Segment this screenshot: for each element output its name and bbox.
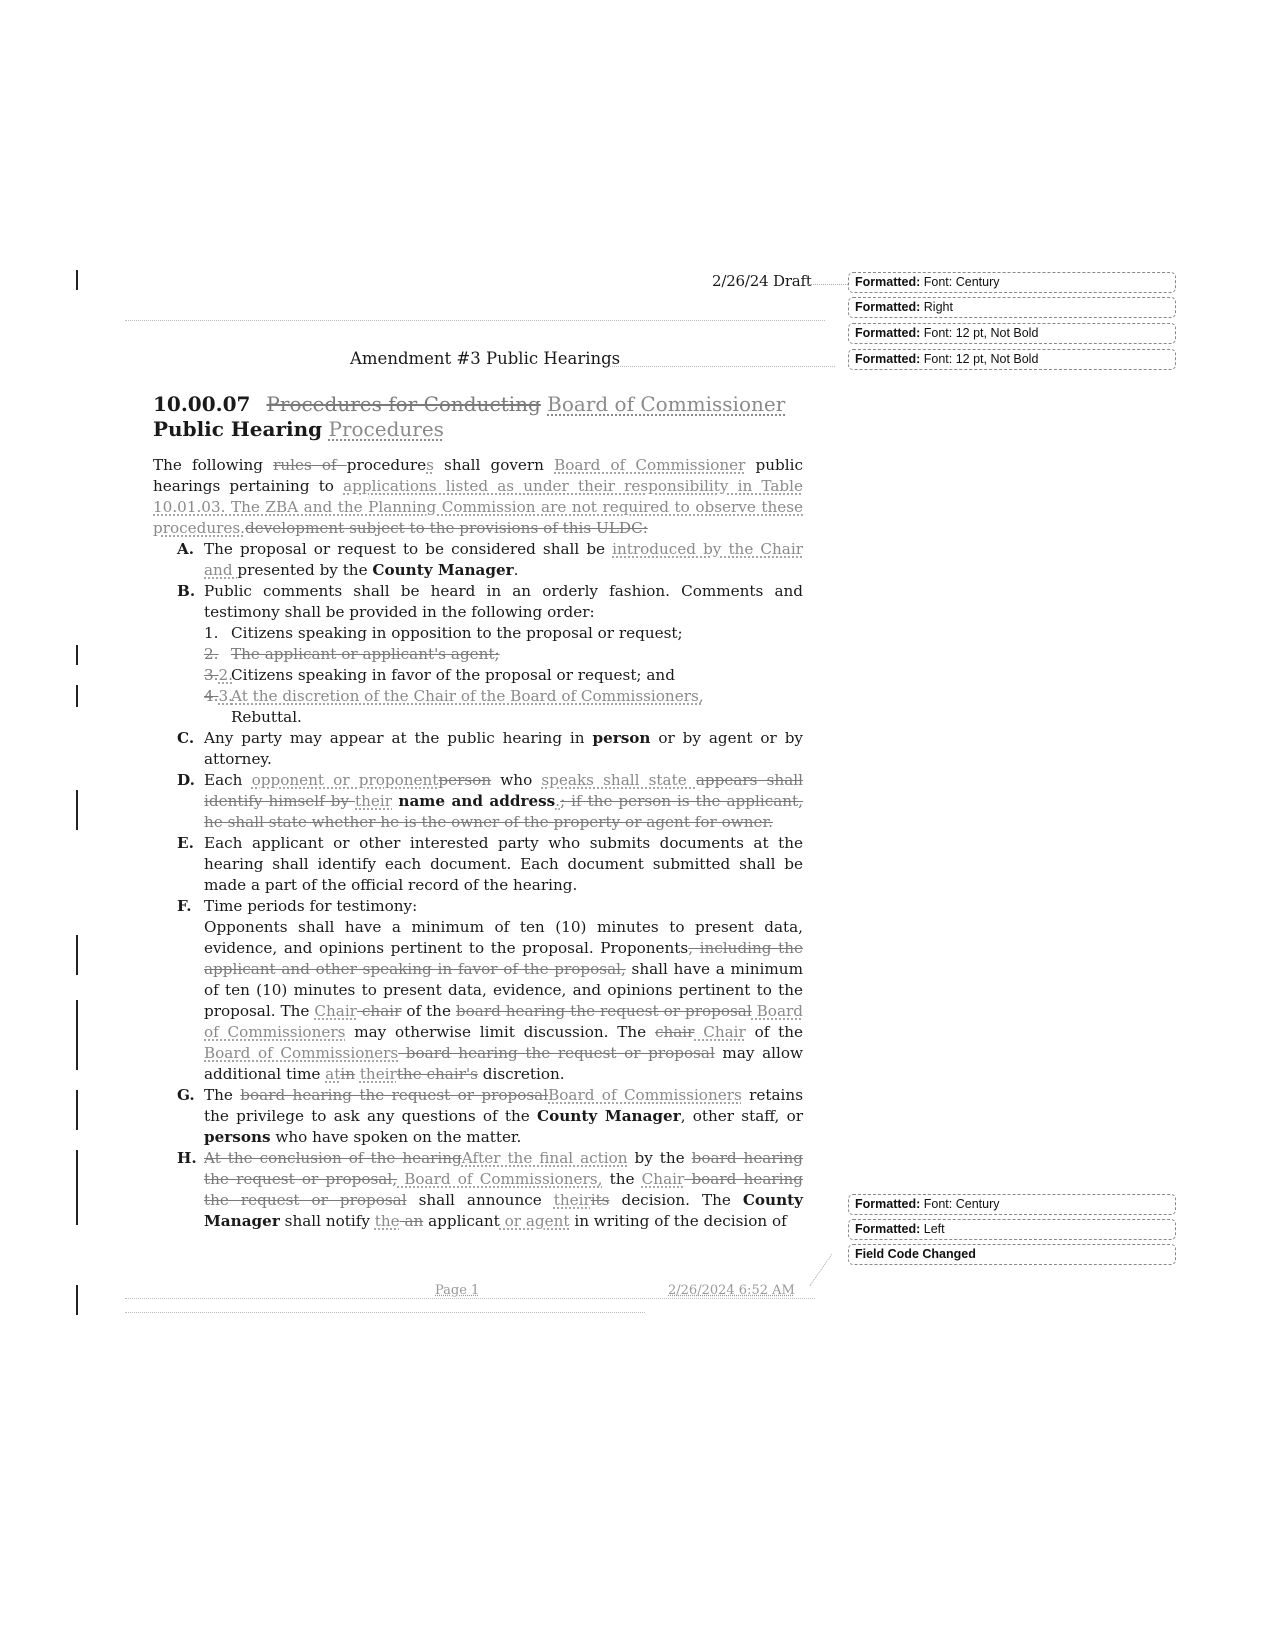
- bold-text: name and address: [392, 792, 556, 810]
- inserted-text: at: [325, 1065, 341, 1083]
- footer-page-number: Page 1: [435, 1283, 480, 1298]
- deleted-label: 2.: [204, 645, 219, 663]
- deleted-label: 4.: [204, 687, 219, 705]
- item-label: F.: [177, 897, 192, 915]
- sub-item-1: [153, 623, 803, 644]
- deleted-text: the chair's: [396, 1065, 478, 1083]
- deleted-text: The applicant or applicant's agent;: [231, 645, 500, 663]
- text: Citizens speaking in favor of the proposal or request; and: [231, 666, 675, 684]
- inserted-text: At the discretion of the Chair of the Board of Commissioners,: [231, 687, 704, 705]
- balloon-key: Formatted:: [855, 352, 921, 366]
- intro-paragraph: [153, 455, 803, 539]
- text: shall announce: [406, 1191, 554, 1209]
- deleted-text: , including the applicant and other speaking in favor of the proposal,: [204, 939, 803, 978]
- list-item-e: [153, 833, 803, 896]
- balloon-value: Font: 12 pt, Not Bold: [923, 352, 1039, 366]
- change-bar: [76, 1000, 78, 1070]
- text: The proposal or request to be considered shall be: [204, 540, 613, 558]
- inserted-text: Chair: [694, 1023, 746, 1041]
- text: presented by the: [237, 561, 373, 579]
- list-item-b: [153, 581, 803, 623]
- text: .: [513, 561, 519, 579]
- sub-item-3-continuation: Rebuttal.: [231, 708, 302, 726]
- list-item-f-body: [153, 917, 803, 1085]
- item-label: H.: [177, 1149, 197, 1167]
- text: retains the privilege to ask any questions of the: [204, 1086, 803, 1125]
- inserted-text: Board of Commissioners: [204, 1044, 399, 1062]
- deleted-text: in: [340, 1065, 355, 1083]
- format-balloon[interactable]: [848, 323, 1176, 344]
- text: public hearings pertaining to: [153, 456, 803, 495]
- balloon-key: Formatted:: [855, 275, 921, 289]
- balloon-connector: [810, 1254, 833, 1286]
- inserted-text: speaks shall state: [541, 771, 696, 789]
- list-item-c: [153, 728, 803, 770]
- inserted-text: Board of Commissioners,: [397, 1170, 603, 1188]
- bold-text: person: [592, 729, 651, 747]
- text: shall notify: [279, 1212, 375, 1230]
- sub-item-3: [153, 686, 803, 707]
- text: Each: [204, 771, 252, 789]
- text: of the: [401, 1002, 456, 1020]
- sub-item-label: 1.: [204, 624, 219, 642]
- deleted-text: ; if the person is the applicant, he shall state whether he is the owner of the property or agent for owner.: [204, 792, 803, 831]
- text: shall govern: [433, 456, 555, 474]
- change-bar: [76, 935, 78, 975]
- deleted-text: board hearing the request or proposal,: [204, 1149, 803, 1188]
- inserted-text: introduced by the Chair and: [204, 540, 803, 579]
- item-label: E.: [177, 834, 194, 852]
- inserted-text: Board of Commissioners: [204, 1002, 803, 1041]
- deleted-text: board hearing the request or proposal: [398, 1044, 715, 1062]
- inserted-text: Board of Commissioners: [548, 1086, 742, 1104]
- list-item-a: [153, 539, 803, 581]
- inserted-text: applications listed as under their responsibility in Table 10.01.03. The ZBA and the Planning Commission are not required to observe these procedures.: [153, 477, 803, 537]
- balloon-key: Formatted:: [855, 1222, 921, 1236]
- inserted-text: their: [553, 1191, 591, 1209]
- deleted-text: person: [438, 771, 492, 789]
- change-bar: [76, 1150, 78, 1225]
- inserted-label: 3.: [218, 687, 233, 705]
- text: who have spoken on the matter.: [270, 1128, 522, 1146]
- balloon-value: Font: 12 pt, Not Bold: [923, 326, 1039, 340]
- inserted-text: s: [426, 456, 434, 474]
- inserted-text: Board of Commissioner: [554, 456, 746, 474]
- change-bar: [76, 1285, 78, 1315]
- text: may otherwise limit discussion. The: [345, 1023, 655, 1041]
- text: Each applicant or other interested party who submits documents at the hearing shall identify each document. Each document submitted shall be made a part of the official record of the hearing.: [204, 834, 803, 894]
- change-bar: [76, 270, 78, 290]
- deleted-text: At the conclusion of the hearing: [204, 1149, 462, 1167]
- section-title: Public Hearing: [153, 417, 323, 441]
- item-label: B.: [177, 582, 196, 600]
- text: Any party may appear at the public hearing in: [204, 729, 593, 747]
- text: Time periods for testimony:: [204, 897, 418, 915]
- balloon-key: Formatted:: [855, 1197, 921, 1211]
- text: , other staff, or: [680, 1107, 803, 1125]
- item-label: D.: [177, 771, 195, 789]
- deleted-text: Procedures for Conducting: [266, 392, 541, 416]
- balloon-value: Left: [923, 1222, 945, 1236]
- text: Public comments shall be heard in an orderly fashion. Comments and testimony shall be provided in the following order:: [204, 582, 803, 621]
- list-item-g: [153, 1085, 803, 1148]
- inserted-text: or agent: [499, 1212, 570, 1230]
- balloon-value: Font: Century: [923, 1197, 1000, 1211]
- text: the: [602, 1170, 642, 1188]
- list-item-f: [153, 896, 803, 917]
- draft-label: 2/26/24 Draft: [712, 272, 812, 290]
- footer-dotted-rule: [125, 1312, 645, 1313]
- format-balloon[interactable]: [848, 1219, 1176, 1240]
- text: applicant: [423, 1212, 500, 1230]
- balloon-key: Field Code Changed: [855, 1247, 976, 1261]
- sub-item-2: [153, 665, 803, 686]
- text: of the: [745, 1023, 803, 1041]
- text: who: [491, 771, 542, 789]
- deleted-label: 3.: [204, 666, 219, 684]
- text: Opponents shall have a minimum of ten (10) minutes to present data, evidence, and opinions pertinent to the proposal. Proponents: [204, 918, 803, 957]
- inserted-text: the: [374, 1212, 400, 1230]
- deleted-text: rules of: [273, 456, 347, 474]
- deleted-text: its: [590, 1191, 610, 1209]
- inserted-text: Procedures: [328, 417, 444, 441]
- text: The: [204, 1086, 241, 1104]
- text: decision. The: [609, 1191, 743, 1209]
- bold-text: persons: [204, 1128, 271, 1146]
- change-bar: [76, 685, 78, 707]
- inserted-text: opponent or proponent: [251, 771, 439, 789]
- deleted-text: appears shall identify himself by: [204, 771, 803, 810]
- bold-text: County Manager: [537, 1107, 681, 1125]
- balloon-key: Formatted:: [855, 300, 921, 314]
- item-label: A.: [177, 540, 195, 558]
- deleted-text: chair: [654, 1023, 695, 1041]
- deleted-text: an: [399, 1212, 424, 1230]
- text: or by agent or by attorney.: [204, 729, 803, 768]
- change-bar: [76, 1090, 78, 1130]
- text: in writing of the decision of: [569, 1212, 787, 1230]
- list-item-h: [153, 1148, 803, 1232]
- section-heading: [153, 392, 803, 442]
- balloon-connector: [808, 284, 848, 285]
- bold-text: County Manager: [204, 1191, 803, 1230]
- item-label: G.: [177, 1086, 195, 1104]
- footer-dotted-rule: [125, 1298, 815, 1299]
- balloon-value: Right: [923, 300, 953, 314]
- inserted-text: their: [355, 792, 392, 810]
- item-label: C.: [177, 729, 195, 747]
- text: by the: [627, 1149, 692, 1167]
- text: discretion.: [477, 1065, 565, 1083]
- change-bar: [76, 645, 78, 665]
- inserted-label: 2.: [218, 666, 233, 684]
- inserted-text: their: [359, 1065, 397, 1083]
- deleted-text: development subject to the provisions of this ULDC:: [245, 519, 648, 537]
- text: Citizens speaking in opposition to the proposal or request;: [231, 624, 683, 642]
- deleted-text: board hearing the request or proposal: [204, 1170, 803, 1209]
- section-number: 10.00.07: [153, 392, 251, 416]
- inserted-text: After the final action: [461, 1149, 628, 1167]
- balloon-value: Font: Century: [923, 275, 1000, 289]
- format-balloon[interactable]: [848, 297, 1176, 318]
- title-connector: [610, 366, 835, 367]
- field-code-balloon[interactable]: [848, 1244, 1176, 1265]
- text: may allow additional time: [204, 1044, 803, 1083]
- document-title: Amendment #3 Public Hearings: [350, 349, 621, 368]
- text: The following: [153, 456, 274, 474]
- change-bar: [76, 790, 78, 830]
- sub-item-deleted: [153, 644, 803, 665]
- list-item-d: [153, 770, 803, 833]
- format-balloon[interactable]: [848, 272, 1176, 293]
- text: shall have a minimum of ten (10) minutes to present data, evidence, and opinions pertinent to the proposal. The: [204, 960, 803, 1020]
- format-balloon[interactable]: [848, 1194, 1176, 1215]
- footer-datetime: 2/26/2024 6:52 AM: [668, 1283, 795, 1298]
- deleted-text: board hearing the request or proposal: [240, 1086, 549, 1104]
- balloon-key: Formatted:: [855, 326, 921, 340]
- inserted-text: Board of Commissioner: [547, 392, 786, 416]
- document-body: [153, 455, 803, 1232]
- text: procedure: [346, 456, 427, 474]
- header-dotted-rule: [125, 320, 825, 321]
- format-balloon[interactable]: [848, 349, 1176, 370]
- inserted-text: .: [555, 792, 561, 810]
- bold-text: County Manager: [372, 561, 514, 579]
- inserted-text: Chair: [641, 1170, 685, 1188]
- deleted-text: chair: [356, 1002, 402, 1020]
- deleted-text: board hearing the request or proposal: [455, 1002, 752, 1020]
- inserted-text: Chair: [314, 1002, 357, 1020]
